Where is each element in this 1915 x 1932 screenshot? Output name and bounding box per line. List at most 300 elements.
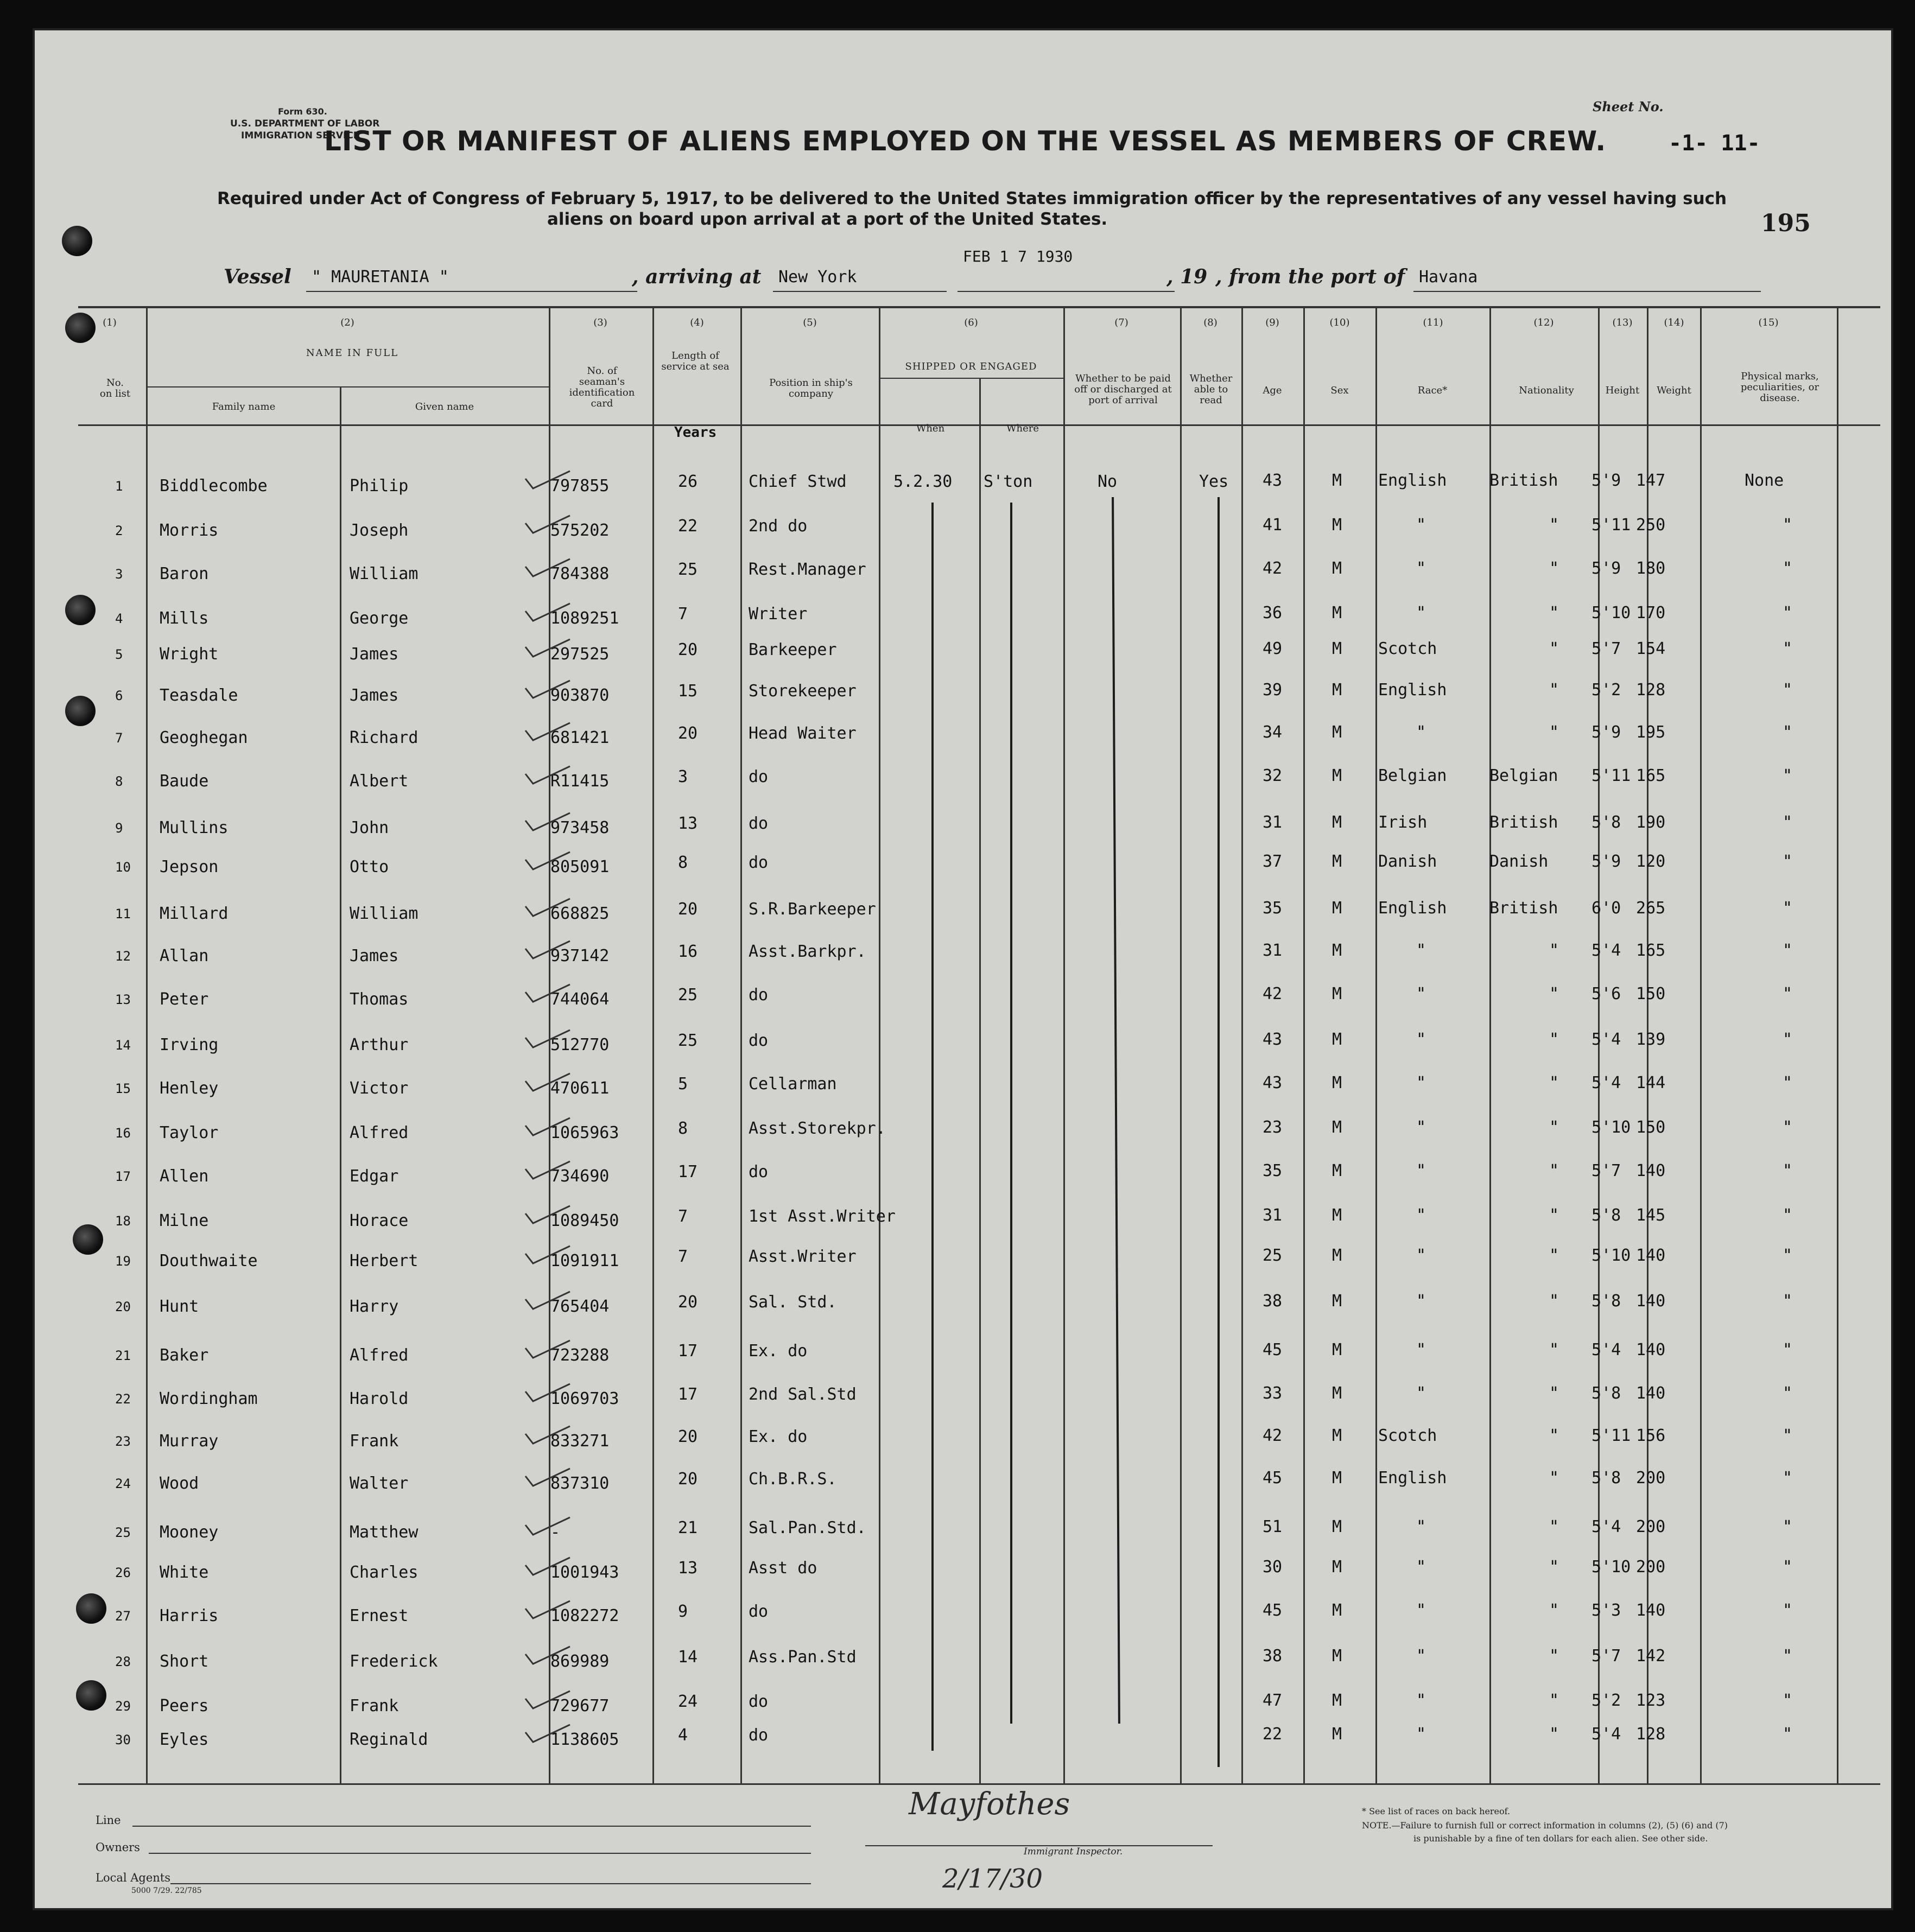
physical-marks: "	[1783, 639, 1793, 658]
height: 5'10	[1591, 603, 1631, 622]
years-service: 8	[678, 1119, 688, 1138]
row-number: 1	[115, 479, 123, 494]
row-number: 12	[115, 949, 131, 964]
given-name: Alfred	[350, 1123, 409, 1142]
race: "	[1416, 1161, 1426, 1180]
position: Ch.B.R.S.	[749, 1470, 837, 1489]
check-mark-icon	[523, 939, 572, 961]
check-mark-icon	[523, 721, 572, 742]
physical-marks: "	[1783, 813, 1793, 832]
col-number: (14)	[1664, 317, 1684, 328]
nationality: "	[1549, 1647, 1559, 1666]
nationality: British	[1489, 899, 1558, 918]
race: "	[1416, 1384, 1426, 1403]
row-number: 9	[115, 821, 123, 836]
height: 5'11	[1591, 516, 1631, 535]
paid-off: No	[1098, 472, 1118, 491]
position: 1st Asst.Writer	[749, 1207, 896, 1226]
given-name: William	[350, 564, 418, 583]
physical-marks: "	[1783, 1384, 1793, 1403]
check-mark-icon	[523, 1599, 572, 1620]
given-name: Thomas	[350, 990, 409, 1009]
header-years: Years	[674, 424, 717, 441]
table-row	[35, 1292, 1891, 1317]
table-row	[35, 984, 1891, 1009]
row-number: 11	[115, 906, 131, 921]
nationality: "	[1549, 1161, 1559, 1180]
id-card: 1091911	[550, 1251, 619, 1270]
header-position: Position in ship's company	[769, 377, 853, 399]
position: Asst.Writer	[749, 1247, 857, 1266]
vessel-name: " MAURETANIA "	[312, 268, 449, 287]
table-row	[35, 1030, 1891, 1055]
row-number: 10	[115, 860, 131, 875]
family-name: Murray	[160, 1432, 219, 1451]
height: 5'4	[1591, 1030, 1621, 1049]
height: 5'2	[1591, 1691, 1621, 1710]
height: 5'4	[1591, 1073, 1621, 1092]
row-number: 19	[115, 1254, 131, 1269]
weight: 140	[1636, 1246, 1666, 1265]
race: "	[1416, 1030, 1426, 1049]
agents-underline	[170, 1883, 811, 1884]
position: Cellarman	[749, 1075, 837, 1094]
height: 5'10	[1591, 1118, 1631, 1137]
position: do	[749, 1162, 769, 1181]
page-title: LIST OR MANIFEST OF ALIENS EMPLOYED ON THE VESSEL AS MEMBERS OF CREW.	[324, 125, 1607, 157]
race: "	[1416, 1340, 1426, 1359]
nationality: "	[1549, 1206, 1559, 1225]
weight: 200	[1636, 1558, 1666, 1577]
physical-marks: "	[1783, 984, 1793, 1003]
years-service: 22	[678, 517, 698, 536]
check-mark-icon	[523, 469, 572, 491]
given-name: Alfred	[350, 1346, 409, 1365]
col-number: (15)	[1758, 317, 1779, 328]
id-card: 681421	[550, 728, 610, 747]
check-mark-icon	[523, 1028, 572, 1050]
manifest-sheet	[33, 28, 1893, 1910]
nationality: "	[1549, 1030, 1559, 1049]
check-mark-icon	[523, 1689, 572, 1711]
row-number: 26	[115, 1565, 131, 1580]
row-number: 23	[115, 1434, 131, 1449]
subtitle-line-2: aliens on board upon arrival at a port of the United States.	[547, 209, 1108, 229]
family-name: Mooney	[160, 1523, 219, 1542]
check-mark-icon	[523, 1071, 572, 1093]
age: 43	[1263, 471, 1283, 490]
age: 34	[1263, 723, 1283, 742]
service-name: IMMIGRATION SERVICE	[241, 130, 360, 141]
year-label: , 19	[1166, 265, 1208, 288]
position: Asst do	[749, 1559, 817, 1578]
physical-marks: "	[1783, 1426, 1793, 1445]
weight: 140	[1636, 1384, 1666, 1403]
age: 37	[1263, 852, 1283, 871]
years-service: 7	[678, 605, 688, 624]
height: 5'8	[1591, 1206, 1621, 1225]
family-name: Wordingham	[160, 1389, 258, 1408]
weight: 156	[1636, 1426, 1666, 1445]
given-name: James	[350, 946, 399, 965]
years-service: 9	[678, 1602, 688, 1621]
sex: M	[1332, 1340, 1342, 1359]
given-name: Herbert	[350, 1251, 418, 1270]
header-age: Age	[1263, 385, 1282, 396]
header-where: Where	[1006, 423, 1039, 434]
age: 38	[1263, 1292, 1283, 1311]
height: 5'10	[1591, 1246, 1631, 1265]
sheet-label: Sheet No.	[1593, 99, 1664, 115]
owners-label: Owners	[96, 1841, 140, 1854]
id-card: 973458	[550, 818, 610, 837]
nationality: Belgian	[1489, 766, 1558, 785]
height: 5'8	[1591, 1384, 1621, 1403]
weight: 128	[1636, 1725, 1666, 1744]
weight: 147	[1636, 471, 1666, 490]
sex: M	[1332, 852, 1342, 871]
binder-hole	[62, 226, 92, 256]
table-row	[35, 681, 1891, 706]
given-name: Harry	[350, 1297, 399, 1316]
years-service: 25	[678, 560, 698, 579]
shipped-subheader-rule	[879, 378, 1063, 379]
age: 36	[1263, 603, 1283, 622]
physical-marks: "	[1783, 852, 1793, 871]
physical-marks: None	[1745, 471, 1784, 490]
race: Belgian	[1378, 766, 1447, 785]
weight: 140	[1636, 1340, 1666, 1359]
col-number: (2)	[340, 317, 354, 328]
sex: M	[1332, 1469, 1342, 1488]
physical-marks: "	[1783, 1517, 1793, 1536]
header-shipped: SHIPPED OR ENGAGED	[905, 361, 1037, 372]
position: Sal.Pan.Std.	[749, 1518, 866, 1537]
nationality: "	[1549, 1558, 1559, 1577]
check-mark-icon	[523, 811, 572, 832]
years-service: 17	[678, 1342, 698, 1361]
header-family-name: Family name	[212, 401, 276, 412]
table-row	[35, 1517, 1891, 1542]
weight: 170	[1636, 603, 1666, 622]
check-mark-icon	[523, 1116, 572, 1137]
from-port-underline	[1413, 291, 1761, 292]
family-name: Douthwaite	[160, 1251, 258, 1270]
nationality: "	[1549, 1469, 1559, 1488]
row-number: 5	[115, 647, 123, 662]
age: 45	[1263, 1601, 1283, 1620]
position: Asst.Barkpr.	[749, 942, 866, 961]
header-sex: Sex	[1330, 385, 1349, 396]
age: 35	[1263, 1161, 1283, 1180]
physical-marks: "	[1783, 1161, 1793, 1180]
family-name: Eyles	[160, 1730, 209, 1749]
family-name: Harris	[160, 1606, 219, 1625]
age: 51	[1263, 1517, 1283, 1536]
id-card: 797855	[550, 476, 610, 495]
height: 5'7	[1591, 1161, 1621, 1180]
age: 33	[1263, 1384, 1283, 1403]
from-port-label: , from the port of	[1215, 265, 1405, 288]
family-name: Peter	[160, 990, 209, 1009]
years-service: 13	[678, 1559, 698, 1578]
physical-marks: "	[1783, 1691, 1793, 1710]
header-race: Race*	[1417, 385, 1448, 396]
col-number: (8)	[1203, 317, 1218, 328]
row-number: 15	[115, 1081, 131, 1096]
race: "	[1416, 603, 1426, 622]
row-number: 13	[115, 992, 131, 1007]
years-service: 5	[678, 1075, 688, 1094]
race: "	[1416, 1691, 1426, 1710]
failure-note: NOTE.—Failure to furnish full or correct information in columns (2), (5) (6) and (7)	[1362, 1820, 1728, 1831]
sex: M	[1332, 1161, 1342, 1180]
height: 5'7	[1591, 639, 1621, 658]
sex: M	[1332, 1206, 1342, 1225]
row-number: 25	[115, 1525, 131, 1540]
inspector-label: Immigrant Inspector.	[1024, 1846, 1123, 1857]
given-name: Edgar	[350, 1167, 399, 1186]
position: do	[749, 1602, 769, 1621]
age: 45	[1263, 1340, 1283, 1359]
physical-marks: "	[1783, 1558, 1793, 1577]
weight: 190	[1636, 813, 1666, 832]
height: 5'11	[1591, 766, 1631, 785]
row-number: 16	[115, 1126, 131, 1141]
height: 5'9	[1591, 471, 1621, 490]
table-row	[35, 723, 1891, 748]
physical-marks: "	[1783, 559, 1793, 578]
given-name: Frank	[350, 1432, 399, 1451]
years-service: 21	[678, 1518, 698, 1537]
height: 5'4	[1591, 941, 1621, 960]
vessel-underline	[306, 291, 637, 292]
years-service: 17	[678, 1385, 698, 1404]
weight: 154	[1636, 639, 1666, 658]
age: 41	[1263, 516, 1283, 535]
table-row	[35, 1426, 1891, 1451]
nationality: British	[1489, 471, 1558, 490]
height: 5'6	[1591, 984, 1621, 1003]
weight: 150	[1636, 1118, 1666, 1137]
sex: M	[1332, 1384, 1342, 1403]
col-number: (12)	[1533, 317, 1554, 328]
position: 2nd Sal.Std	[749, 1385, 857, 1404]
col-number: (3)	[593, 317, 607, 328]
table-row	[35, 516, 1891, 541]
position: Ex. do	[749, 1342, 808, 1361]
position: 2nd do	[749, 517, 808, 536]
table-row	[35, 1161, 1891, 1186]
position: Chief Stwd	[749, 472, 847, 491]
table-row	[35, 1206, 1891, 1231]
subtitle-line-1: Required under Act of Congress of February 5, 1917, to be delivered to the United States immigration officer by the representatives of any vessel having such	[217, 189, 1727, 208]
physical-marks: "	[1783, 766, 1793, 785]
table-row	[35, 1469, 1891, 1494]
nationality: "	[1549, 1340, 1559, 1359]
header-height: Height	[1605, 385, 1640, 396]
id-card: 837310	[550, 1474, 610, 1493]
family-name: Peers	[160, 1696, 209, 1715]
race: "	[1416, 1246, 1426, 1265]
race: "	[1416, 941, 1426, 960]
years-service: 25	[678, 986, 698, 1005]
position: do	[749, 1692, 769, 1711]
years-service: 20	[678, 640, 698, 659]
given-name: William	[350, 904, 418, 923]
nationality: "	[1549, 1601, 1559, 1620]
age: 39	[1263, 681, 1283, 700]
age: 30	[1263, 1558, 1283, 1577]
id-card: 512770	[550, 1035, 610, 1054]
col-number: (1)	[103, 317, 117, 328]
position: do	[749, 1031, 769, 1050]
sex: M	[1332, 681, 1342, 700]
row-number: 4	[115, 611, 123, 626]
table-row	[35, 941, 1891, 966]
id-card: 575202	[550, 521, 610, 540]
nationality: "	[1549, 559, 1559, 578]
height: 5'9	[1591, 852, 1621, 871]
id-card: 1082272	[550, 1606, 619, 1625]
age: 35	[1263, 899, 1283, 918]
given-name: Ernest	[350, 1606, 409, 1625]
table-row	[35, 471, 1891, 496]
given-name: Reginald	[350, 1730, 428, 1749]
physical-marks: "	[1783, 681, 1793, 700]
id-card: 805091	[550, 857, 610, 876]
position: Storekeeper	[749, 682, 857, 701]
col-number: (11)	[1423, 317, 1443, 328]
sex: M	[1332, 1246, 1342, 1265]
family-name: Baude	[160, 772, 209, 791]
family-name: Wright	[160, 645, 219, 664]
nationality: Danish	[1489, 852, 1549, 871]
col-number: (10)	[1329, 317, 1350, 328]
sex: M	[1332, 766, 1342, 785]
height: 5'4	[1591, 1517, 1621, 1536]
owners-underline	[149, 1853, 811, 1854]
age: 31	[1263, 813, 1283, 832]
years-service: 16	[678, 942, 698, 961]
table-row	[35, 639, 1891, 664]
weight: 195	[1636, 723, 1666, 742]
sheet-number: -1- 11-	[1669, 131, 1760, 156]
check-mark-icon	[523, 1289, 572, 1311]
col-number: (4)	[690, 317, 704, 328]
height: 5'8	[1591, 1292, 1621, 1311]
table-row	[35, 766, 1891, 791]
check-mark-icon	[523, 764, 572, 786]
height: 5'10	[1591, 1558, 1631, 1577]
weight: 180	[1636, 559, 1666, 578]
id-card: 1089450	[550, 1211, 619, 1230]
able-to-read: Yes	[1199, 472, 1229, 491]
height: 5'8	[1591, 813, 1621, 832]
age: 42	[1263, 984, 1283, 1003]
sex: M	[1332, 1292, 1342, 1311]
age: 42	[1263, 559, 1283, 578]
height: 6'0	[1591, 899, 1621, 918]
race: "	[1416, 1558, 1426, 1577]
height: 5'7	[1591, 1647, 1621, 1666]
id-card: 734690	[550, 1167, 610, 1186]
years-service: 8	[678, 853, 688, 872]
header-given-name: Given name	[415, 401, 474, 412]
physical-marks: "	[1783, 1469, 1793, 1488]
sex: M	[1332, 603, 1342, 622]
given-name: Victor	[350, 1079, 409, 1098]
race: English	[1378, 1469, 1447, 1488]
table-row	[35, 1725, 1891, 1750]
department-name: U.S. DEPARTMENT OF LABOR	[230, 118, 380, 129]
age: 25	[1263, 1246, 1283, 1265]
row-number: 3	[115, 567, 123, 582]
position: Head Waiter	[749, 724, 857, 743]
row-number: 6	[115, 688, 123, 703]
check-mark-icon	[523, 1466, 572, 1488]
date-stamp: FEB 1 7 1930	[963, 247, 1073, 265]
weight: 139	[1636, 1030, 1666, 1049]
header-weight: Weight	[1657, 385, 1691, 396]
id-card: 1089251	[550, 609, 619, 628]
weight: 140	[1636, 1161, 1666, 1180]
check-mark-icon	[523, 1382, 572, 1403]
years-service: 26	[678, 472, 698, 491]
sex: M	[1332, 1558, 1342, 1577]
table-row	[35, 899, 1891, 924]
header-when: When	[916, 423, 945, 434]
col-number: (5)	[803, 317, 817, 328]
position: Sal. Std.	[749, 1293, 837, 1312]
table-row	[35, 1647, 1891, 1672]
row-number: 20	[115, 1299, 131, 1314]
height: 5'4	[1591, 1340, 1621, 1359]
physical-marks: "	[1783, 1073, 1793, 1092]
years-service: 20	[678, 1293, 698, 1312]
check-mark-icon	[523, 1338, 572, 1360]
race: "	[1416, 1647, 1426, 1666]
id-card: 1138605	[550, 1730, 619, 1749]
sex: M	[1332, 1118, 1342, 1137]
races-note: * See list of races on back hereof.	[1362, 1806, 1511, 1816]
race: "	[1416, 1725, 1426, 1744]
position: do	[749, 853, 769, 872]
given-name: Matthew	[350, 1523, 418, 1542]
nationality: British	[1489, 813, 1558, 832]
nationality: "	[1549, 723, 1559, 742]
id-card: 1065963	[550, 1123, 619, 1142]
sex: M	[1332, 559, 1342, 578]
sex: M	[1332, 984, 1342, 1003]
id-card: 744064	[550, 990, 610, 1009]
given-name: Joseph	[350, 521, 409, 540]
row-number: 2	[115, 523, 123, 538]
physical-marks: "	[1783, 899, 1793, 918]
row-number: 24	[115, 1476, 131, 1491]
line-label: Line	[96, 1814, 121, 1827]
weight: 165	[1636, 766, 1666, 785]
weight: 144	[1636, 1073, 1666, 1092]
row-number: 18	[115, 1213, 131, 1229]
nationality: "	[1549, 681, 1559, 700]
years-service: 7	[678, 1207, 688, 1226]
physical-marks: "	[1783, 1118, 1793, 1137]
signature-date: 2/17/30	[942, 1864, 1043, 1894]
family-name: Baker	[160, 1346, 209, 1365]
from-port: Havana	[1419, 268, 1478, 287]
row-number: 28	[115, 1654, 131, 1669]
